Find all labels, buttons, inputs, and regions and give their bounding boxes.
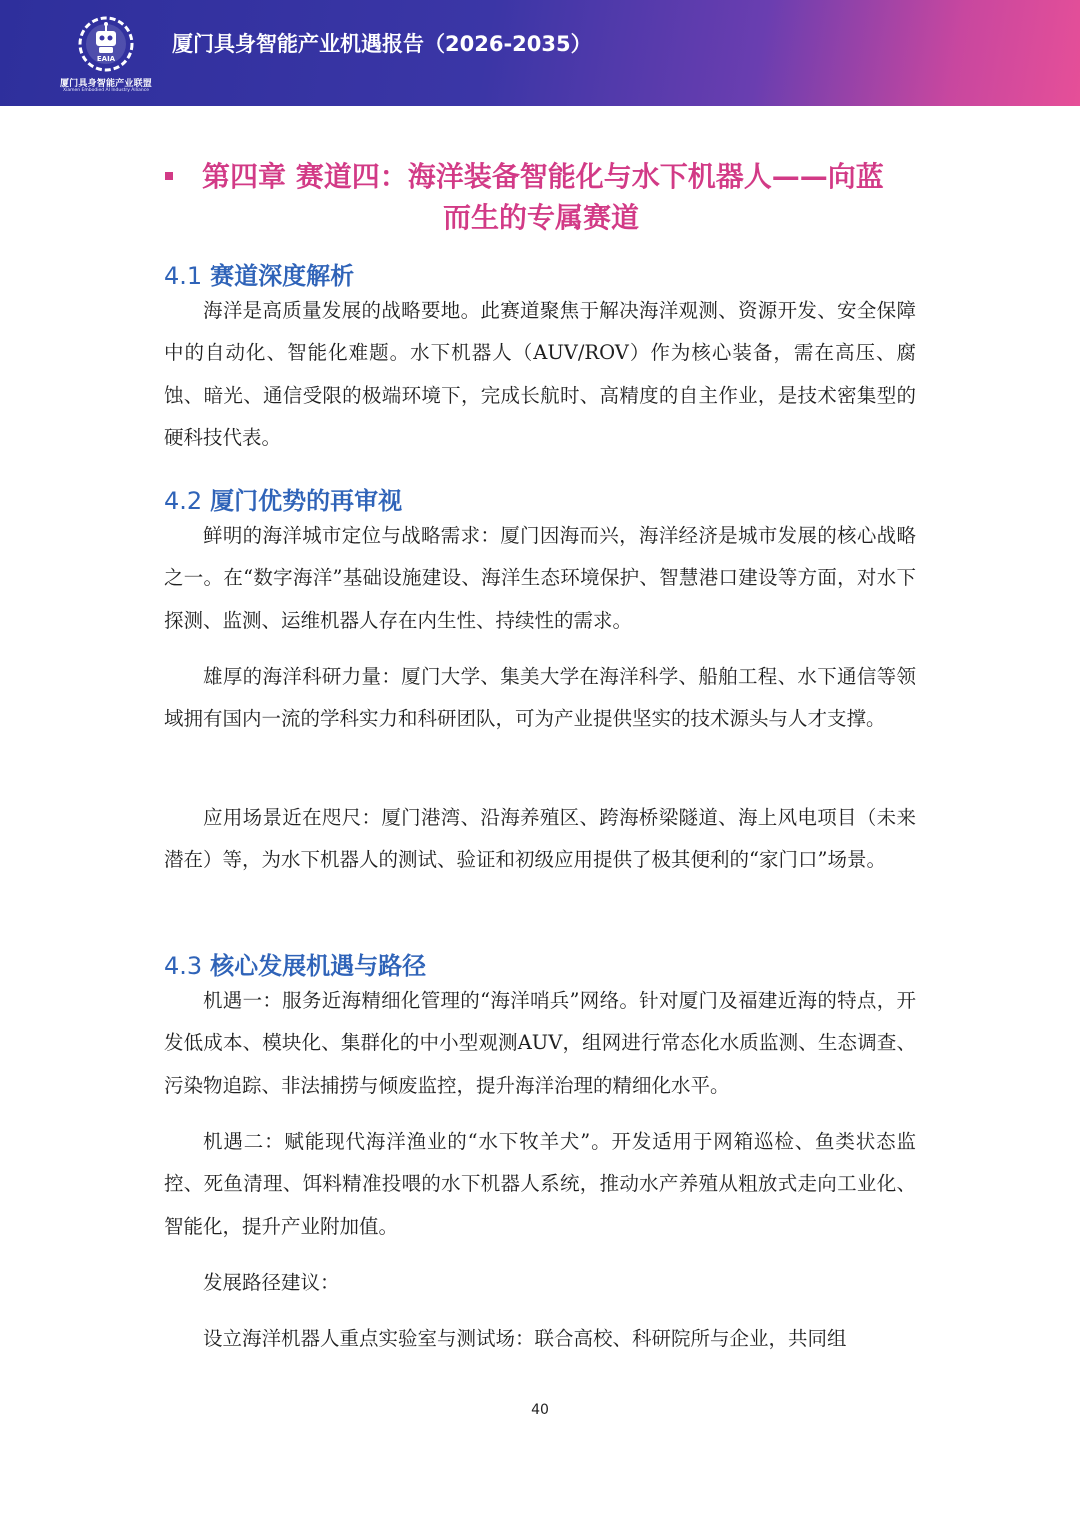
logo-text: 厦门具身智能产业联盟 [59,79,152,89]
paragraph: 应用场景近在咫尺：厦门港湾、沿海养殖区、跨海桥梁隧道、海上风电项目（未来潜在）等，为水下机器人的测试、验证和初级应用提供了极其便利的“家门口”场景。 [164,806,916,872]
report-title: 厦门具身智能产业机遇报告（2026-2035） [172,32,592,56]
paragraph: 设立海洋机器人重点实验室与测试场：联合高校、科研院所与企业，共同组 [203,1327,847,1350]
section-heading-4-2 [164,481,402,516]
paragraph: 发展路径建议： [203,1271,340,1294]
chapter-title-line2: 而生的专属赛道 [442,201,639,234]
robot-logo-icon [74,14,138,74]
alliance-logo [56,14,156,104]
chapter-bullet-icon [165,172,173,180]
logo-subtext: Xiamen Embodied AI Industry Alliance [63,88,149,93]
section-title: 核心发展机遇与路径 [210,952,427,980]
section-title: 厦门优势的再审视 [210,487,403,515]
section-number: 4.2 [164,487,203,515]
paragraph: 机遇一：服务近海精细化管理的“海洋哨兵”网络。针对厦门及福建近海的特点，开发低成本、模块化、集群化的中小型观测AUV，组网进行常态化水质监测、生态调查、污染物追踪、非法捕捞与倾废监控，提升海洋治理的精细化水平。 [164,989,916,1097]
header-band [0,0,1080,106]
chapter-title-line1: 第四章 赛道四：海洋装备智能化与水下机器人——向蓝 [202,160,884,193]
section-heading-4-1 [164,256,354,291]
paragraph: 鲜明的海洋城市定位与战略需求：厦门因海而兴，海洋经济是城市发展的核心战略之一。在“数字海洋”基础设施建设、海洋生态环境保护、智慧港口建设等方面，对水下探测、监测、运维机器人存在内生性、持续性的需求。 [164,524,916,632]
paragraph: 海洋是高质量发展的战略要地。此赛道聚焦于解决海洋观测、资源开发、安全保障中的自动化、智能化难题。水下机器人（AUV/ROV）作为核心装备，需在高压、腐蚀、暗光、通信受限的极端环境下，完成长航时、高精度的自主作业，是技术密集型的硬科技代表。 [164,299,916,449]
page-number: 40 [531,1402,549,1418]
section-number: 4.3 [164,952,203,980]
paragraph: 雄厚的海洋科研力量：厦门大学、集美大学在海洋科学、船舶工程、水下通信等领域拥有国内一流的学科实力和科研团队，可为产业提供坚实的技术源头与人才支撑。 [164,665,916,731]
logo-badge: EAIA [96,55,116,63]
section-title: 赛道深度解析 [210,262,355,290]
paragraph: 机遇二：赋能现代海洋渔业的“水下牧羊犬”。开发适用于网箱巡检、鱼类状态监控、死鱼清理、饵料精准投喂的水下机器人系统，推动水产养殖从粗放式走向工业化、智能化，提升产业附加值。 [164,1130,916,1238]
section-number: 4.1 [164,262,203,290]
section-heading-4-3 [164,946,426,981]
